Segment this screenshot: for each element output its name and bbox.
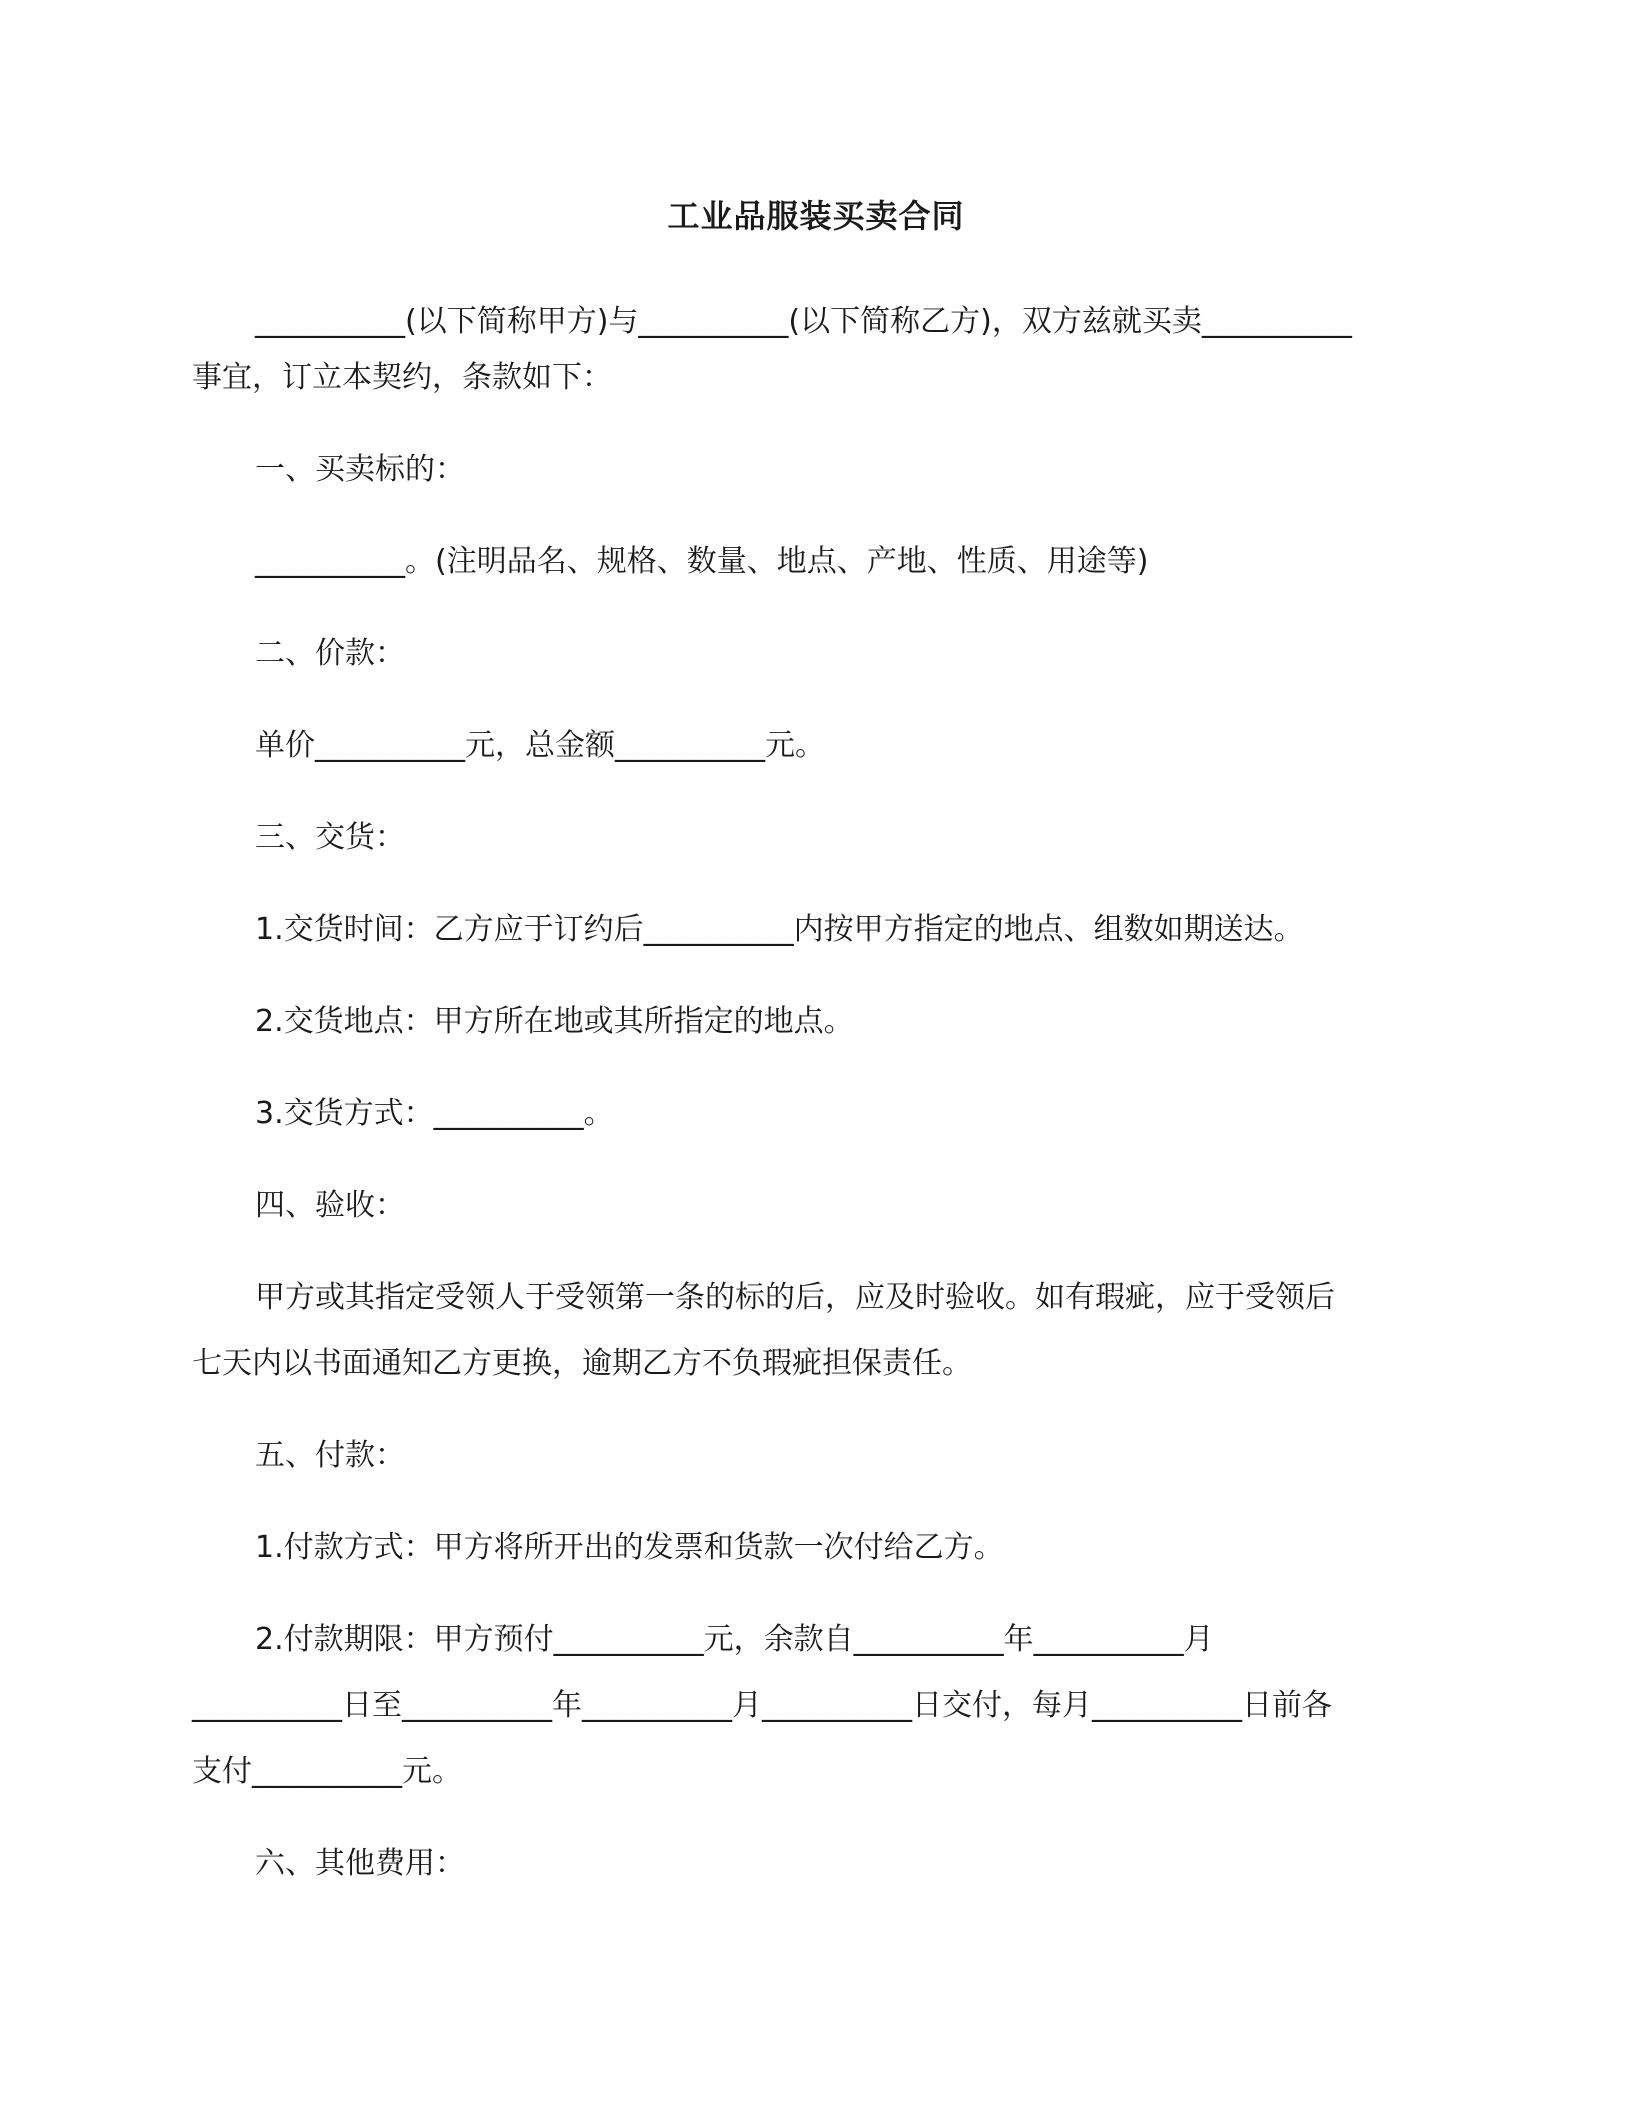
section-5-item-1: 1.付款方式：甲方将所开出的发票和货款一次付给乙方。 xyxy=(255,1530,1004,1565)
section-3-heading: 三、交货： xyxy=(255,820,405,855)
section-5-item-2-line-2: __________日至__________年__________月__________日交付，每月__________日前各 xyxy=(192,1688,1332,1723)
section-4-body-line-1: 甲方或其指定受领人于受领第一条的标的后，应及时验收。如有瑕疵，应于受领后 xyxy=(255,1280,1335,1315)
section-3-item-3: 3.交货方式：__________。 xyxy=(255,1096,614,1131)
section-6-heading: 六、其他费用： xyxy=(255,1846,465,1881)
section-2-heading: 二、价款： xyxy=(255,636,405,671)
document-title: 工业品服装买卖合同 xyxy=(667,197,965,235)
section-3-item-2: 2.交货地点：甲方所在地或其所指定的地点。 xyxy=(255,1004,854,1039)
section-4-heading: 四、验收： xyxy=(255,1188,405,1223)
section-2-body: 单价__________元，总金额__________元。 xyxy=(255,728,825,763)
intro-line-1: __________(以下简称甲方)与__________(以下简称乙方)，双方兹就买卖__________ xyxy=(255,304,1352,339)
section-5-heading: 五、付款： xyxy=(255,1438,405,1473)
intro-line-2: 事宜，订立本契约，条款如下： xyxy=(192,360,612,395)
section-1-body: __________。(注明品名、规格、数量、地点、产地、性质、用途等) xyxy=(255,544,1149,579)
section-3-item-1: 1.交货时间：乙方应于订约后__________内按甲方指定的地点、组数如期送达。 xyxy=(255,912,1304,947)
section-5-item-2-line-1: 2.付款期限：甲方预付__________元，余款自__________年__________月 xyxy=(255,1622,1214,1657)
section-4-body-line-2: 七天内以书面通知乙方更换，逾期乙方不负瑕疵担保责任。 xyxy=(192,1346,972,1381)
section-1-heading: 一、买卖标的： xyxy=(255,452,465,487)
section-5-item-2-line-3: 支付__________元。 xyxy=(192,1754,462,1789)
